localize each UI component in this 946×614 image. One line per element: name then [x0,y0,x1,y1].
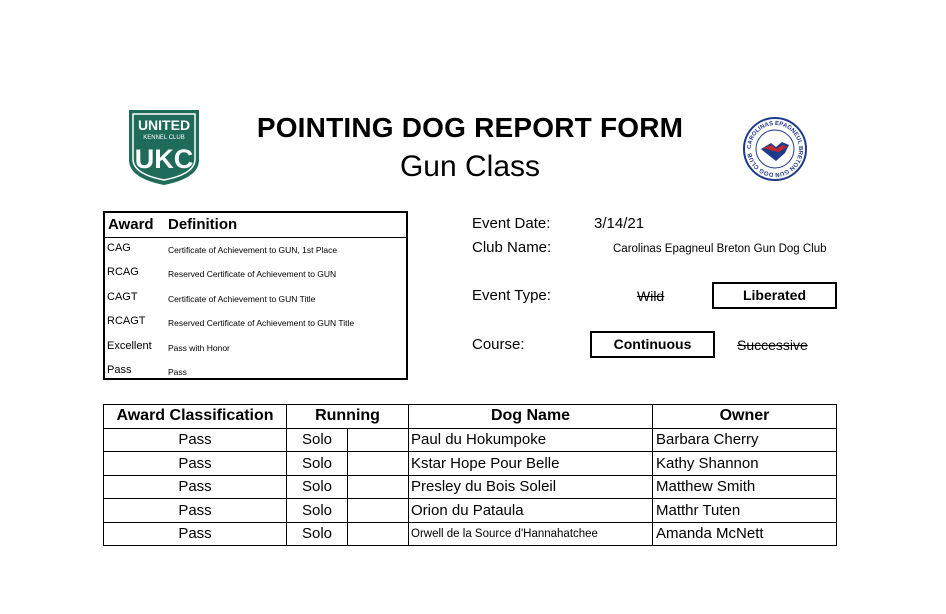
table-row [104,475,837,499]
event-type-label: Event Type: [472,287,551,304]
award-cell: Pass [104,522,287,546]
owner-cell: Barbara Cherry [653,428,837,452]
svg-text:UNITED: UNITED [137,117,191,133]
award-definitions-table [103,211,408,380]
svg-text:CAROLINAS EPAGNEUL BRETON GUN: CAROLINAS EPAGNEUL BRETON GUN DOG CLUB [746,120,804,178]
award-code: CAG [107,242,131,254]
dog-name-cell: Presley du Bois Soleil [409,475,653,499]
table-row [104,428,837,452]
club-logo [741,116,809,182]
header-owner: Owner [653,405,837,429]
award-cell: Pass [104,428,287,452]
page-title: POINTING DOG REPORT FORM [256,112,684,143]
award-description: Certificate of Achievement to GUN Title [168,294,316,304]
club-name-value: Carolinas Epagneul Breton Gun Dog Club [613,243,827,255]
event-date-value: 3/14/21 [594,215,645,232]
table-row [104,452,837,476]
definition-row [105,286,406,310]
page-subtitle: Gun Class [399,150,541,183]
award-code: RCAGT [107,315,146,327]
award-description: Reserved Certificate of Achievement to GUN [168,269,337,279]
award-code: CAGT [107,291,138,303]
header-award: Award [108,216,154,233]
running-cell: Solo [287,475,348,499]
award-description: Certificate of Achievement to GUN, 1st Place [168,245,338,255]
course-option-successive: Successive [737,337,808,353]
award-cell: Pass [104,452,287,476]
definitions-header [105,213,406,238]
dog-name-cell: Paul du Hokumpoke [409,428,653,452]
award-code: RCAG [107,266,139,278]
empty-cell [348,452,409,476]
course-label: Course: [472,336,525,353]
header-running: Running [287,405,409,429]
empty-cell [348,499,409,523]
results-table [103,404,837,546]
header-definition: Definition [168,216,238,233]
definition-row [105,261,406,285]
svg-text:KENNEL CLUB: KENNEL CLUB [143,135,185,141]
header-award-classification: Award Classification [104,405,287,429]
course-option-continuous: Continuous [590,331,715,358]
owner-cell: Matthr Tuten [653,499,837,523]
empty-cell [348,522,409,546]
event-type-option-wild: Wild [637,288,665,304]
event-type-option-liberated: Liberated [712,282,837,309]
dog-name-cell: Orwell de la Source d'Hannahatchee [409,522,653,546]
running-cell: Solo [287,499,348,523]
owner-cell: Kathy Shannon [653,452,837,476]
award-code: Pass [107,364,132,376]
running-cell: Solo [287,522,348,546]
award-description: Pass [168,367,187,377]
table-row [104,499,837,523]
event-date-label: Event Date: [472,215,551,232]
definition-row [105,310,406,334]
svg-text:UKC: UKC [134,144,194,174]
definition-row [105,237,406,261]
header-dog-name: Dog Name [409,405,653,429]
results-header-row [104,405,837,429]
award-code: Excellent [107,340,152,352]
empty-cell [348,475,409,499]
owner-cell: Matthew Smith [653,475,837,499]
dog-name-cell: Orion du Pataula [409,499,653,523]
award-cell: Pass [104,475,287,499]
club-name-label: Club Name: [472,239,552,256]
running-cell: Solo [287,428,348,452]
dog-name-cell: Kstar Hope Pour Belle [409,452,653,476]
definition-row [105,335,406,359]
award-description: Pass with Honor [168,343,230,353]
empty-cell [348,428,409,452]
ukc-logo [127,108,201,186]
definition-row [105,359,406,383]
owner-cell: Amanda McNett [653,522,837,546]
running-cell: Solo [287,452,348,476]
award-description: Reserved Certificate of Achievement to GUN Title [168,318,355,328]
award-cell: Pass [104,499,287,523]
table-row [104,522,837,546]
